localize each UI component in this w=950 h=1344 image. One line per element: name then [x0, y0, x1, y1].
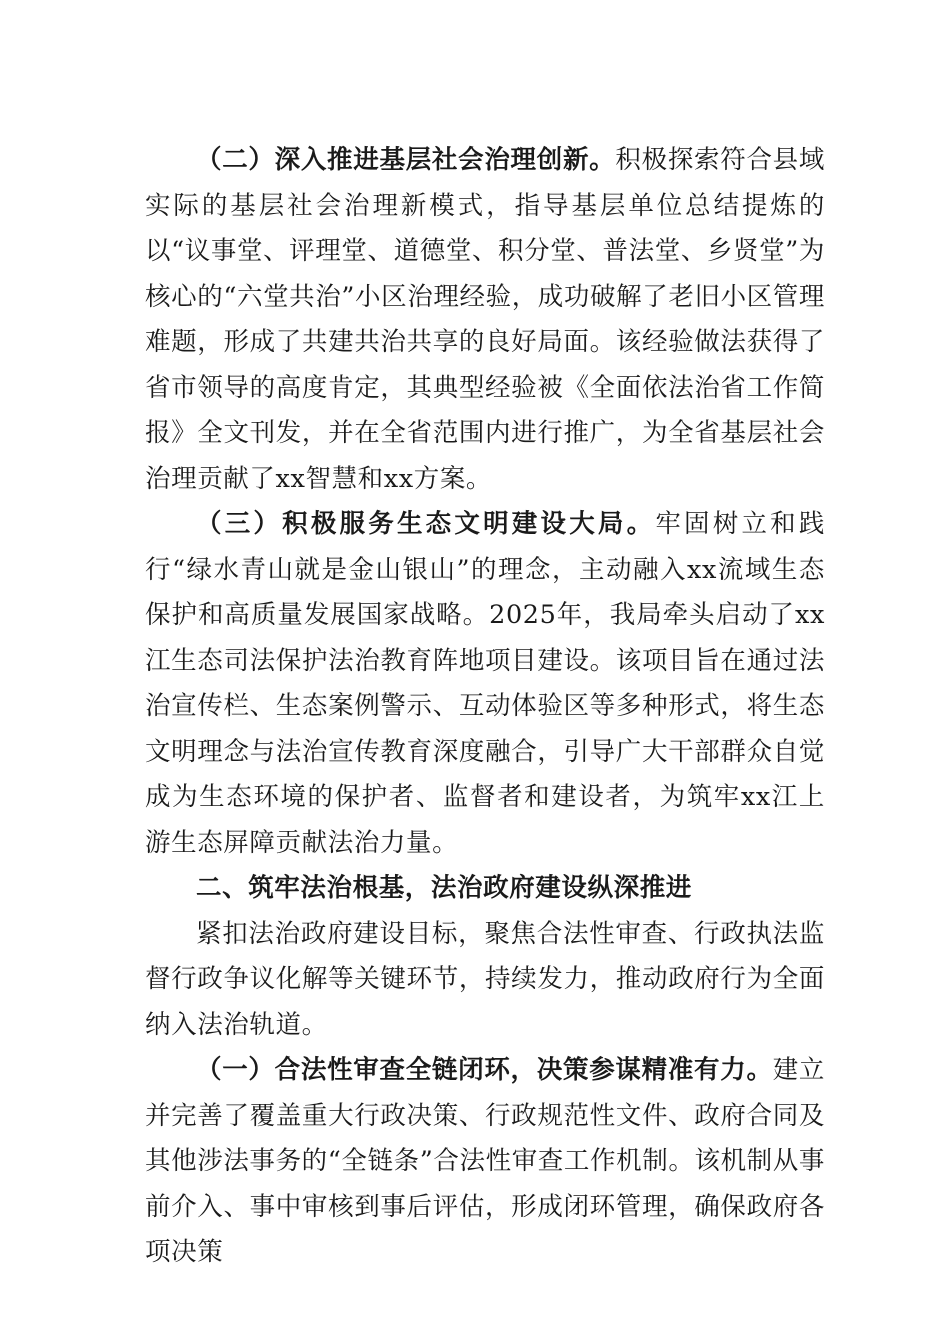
paragraph-body: 建立并完善了覆盖重大行政决策、行政规范性文件、政府合同及其他涉法事务的“全链条”合法性审查工作机制。该机制从事前介入、事中审核到事后评估，形成闭环管理，确保政府各项决策 [145, 1055, 826, 1267]
section-heading: 二、筑牢法治根基，法治政府建设纵深推进 [196, 873, 692, 903]
paragraph-grassroots-governance [145, 138, 825, 502]
paragraph-lead: （一）合法性审查全链闭环，决策参谋精准有力。 [196, 1055, 773, 1085]
paragraph-body: 牢固树立和践行“绿水青山就是金山银山”的理念，主动融入xx流域生态保护和高质量发展国家战略。2025年，我局牵头启动了xx江生态司法保护法治教育阵地项目建设。该项目旨在通过法治宣传栏、生态案例警示、互动体验区等多种形式，将生态文明理念与法治宣传教育深度融合，引导广大干部群众自觉成为生态环境的保护者、监督者和建设者，为筑牢xx江上游生态屏障贡献法治力量。 [145, 509, 825, 858]
paragraph-lead: （二）深入推进基层社会治理创新。 [196, 145, 616, 175]
paragraph-lead: （三）积极服务生态文明建设大局。 [196, 509, 656, 539]
document-page [145, 138, 825, 1276]
paragraph-legality-review [145, 1048, 825, 1276]
paragraph-body: 积极探索符合县域实际的基层社会治理新模式，指导基层单位总结提炼的以“议事堂、评理堂、道德堂、积分堂、普法堂、乡贤堂”为核心的“六堂共治”小区治理经验，成功破解了老旧小区管理难题，形成了共建共治共享的良好局面。该经验做法获得了省市领导的高度肯定，其典型经验被《全面依法治省工作简报》全文刊发，并在全省范围内进行推广，为全省基层社会治理贡献了xx智慧和xx方案。 [145, 145, 825, 494]
section-intro: 紧扣法治政府建设目标，聚焦合法性审查、行政执法监督行政争议化解等关键环节，持续发力，推动政府行为全面纳入法治轨道。 [145, 918, 825, 1040]
paragraph-ecological-civilization [145, 502, 825, 866]
